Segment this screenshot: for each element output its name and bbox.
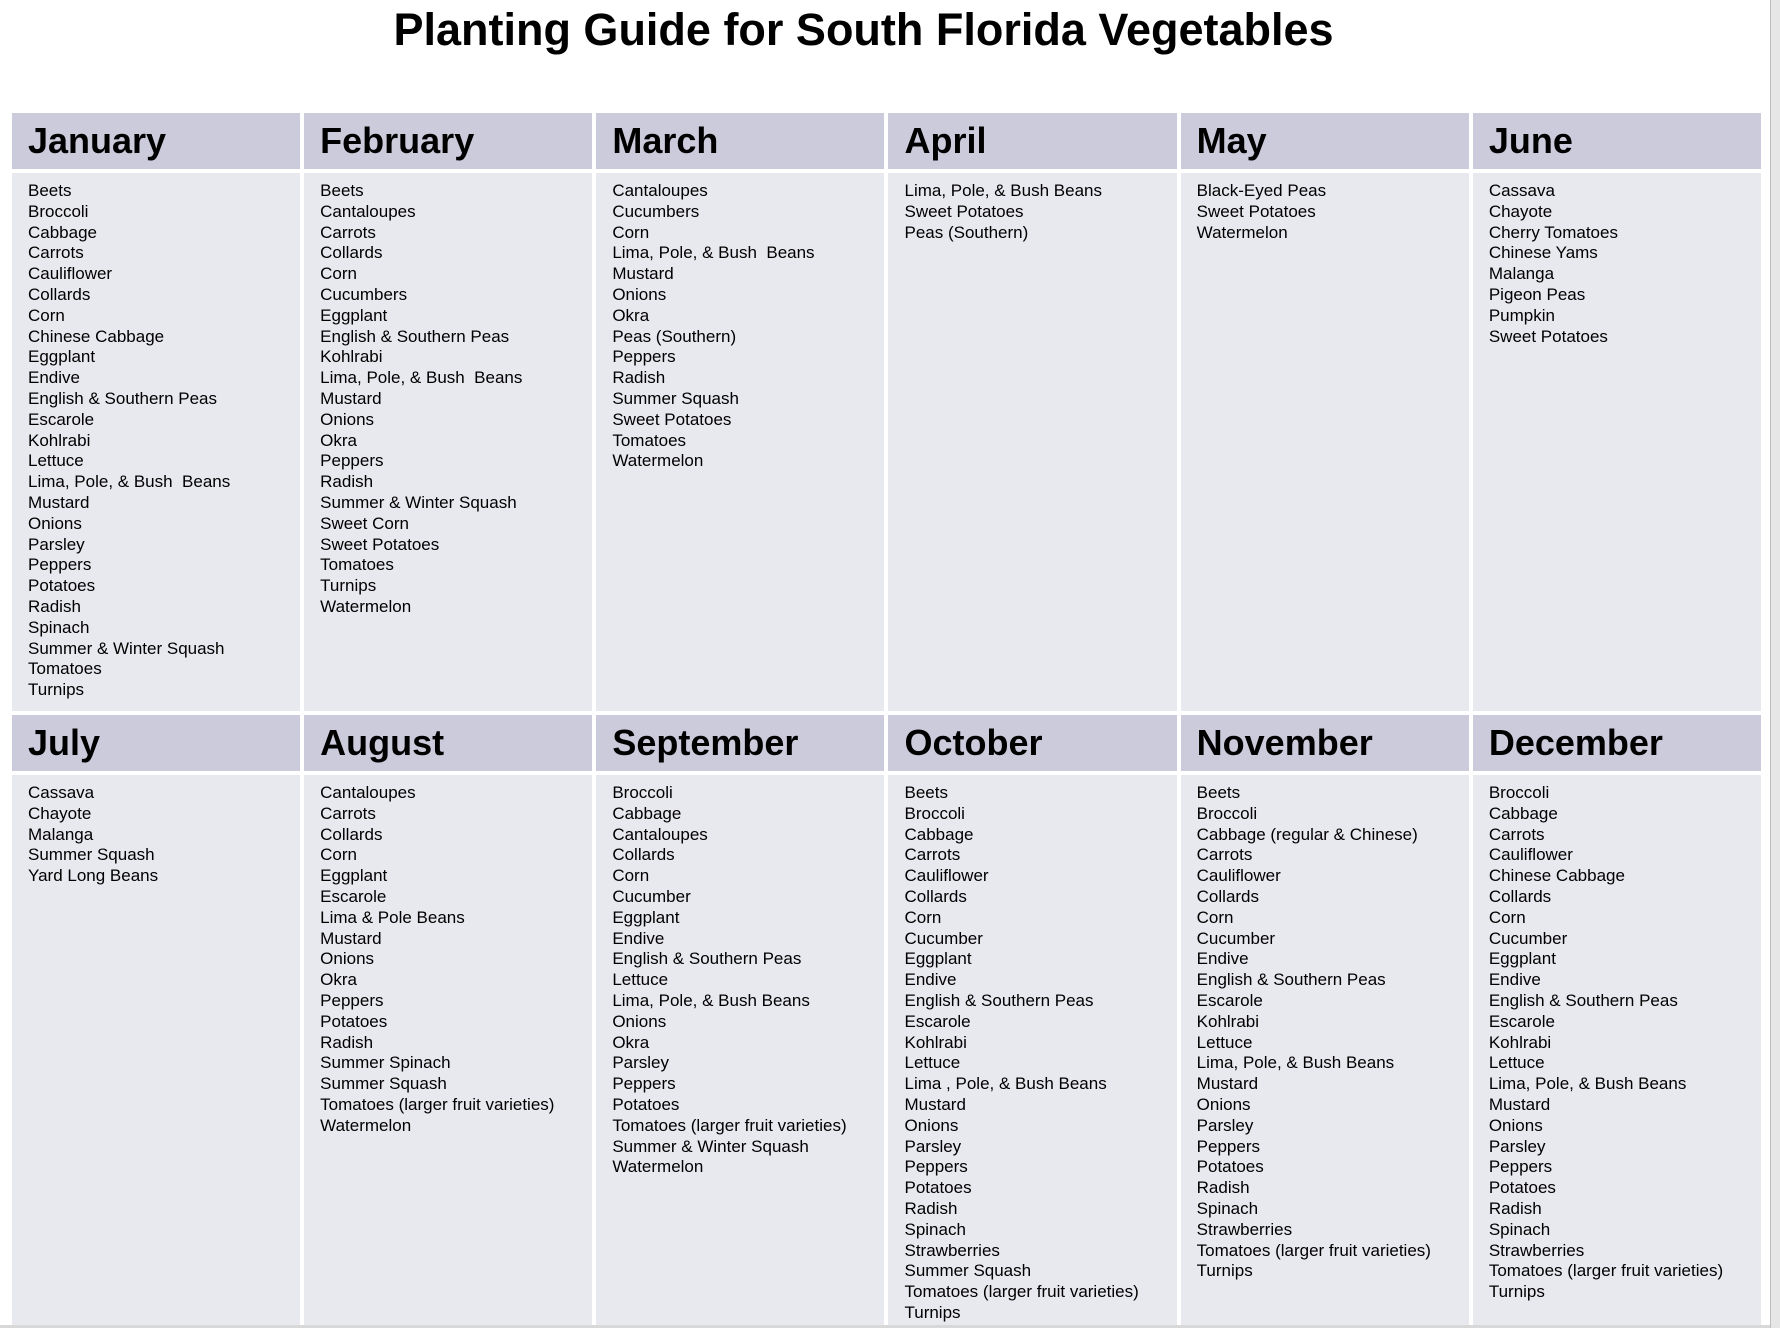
vegetable-item: Cabbage (regular & Chinese) bbox=[1196, 824, 1418, 844]
vegetable-item: Potatoes bbox=[28, 576, 96, 596]
vegetable-item: Endive bbox=[1196, 949, 1249, 969]
vegetable-item: Onions bbox=[28, 513, 82, 533]
vegetable-item: Turnips bbox=[1488, 1282, 1545, 1302]
vegetable-item: Tomatoes (larger fruit varieties) bbox=[1488, 1261, 1724, 1281]
vegetable-item: Escarole bbox=[28, 409, 95, 429]
vegetable-item: Okra bbox=[612, 305, 650, 325]
vegetable-item: Cabbage bbox=[28, 222, 98, 242]
vegetable-item: Cantaloupes bbox=[320, 201, 416, 221]
vegetable-list-november bbox=[1197, 783, 1469, 1282]
vegetable-item: Strawberries bbox=[904, 1240, 1000, 1260]
vegetable-item: Parsley bbox=[612, 1053, 670, 1073]
month-cell-january bbox=[12, 113, 300, 711]
vegetable-item: Summer Spinach bbox=[320, 1053, 451, 1073]
vegetable-item: Okra bbox=[612, 1032, 650, 1052]
month-vegetable-panel bbox=[12, 173, 300, 711]
vegetable-item: Eggplant bbox=[1488, 949, 1556, 969]
vegetable-item: English & Southern Peas bbox=[904, 990, 1094, 1010]
vegetable-item: Peas (Southern) bbox=[612, 326, 737, 346]
vegetable-item: Turnips bbox=[320, 576, 377, 596]
vegetable-item: Collards bbox=[28, 284, 91, 304]
vegetable-item: Cauliflower bbox=[1488, 845, 1573, 865]
vegetable-item: Pigeon Peas bbox=[1488, 284, 1586, 304]
month-vegetable-panel bbox=[1181, 173, 1469, 711]
vegetable-item: Lima, Pole, & Bush Beans bbox=[1488, 1074, 1687, 1094]
month-cell-july bbox=[12, 715, 300, 1328]
vegetable-item: Eggplant bbox=[320, 866, 388, 886]
vegetable-item: Summer Squash bbox=[904, 1261, 1032, 1281]
vegetable-item: Beets bbox=[904, 783, 948, 802]
vegetable-item: Escarole bbox=[904, 1011, 971, 1031]
vegetable-item: Mustard bbox=[28, 492, 90, 512]
vegetable-item: Cucumbers bbox=[612, 201, 700, 221]
vegetable-item: Lima, Pole, & Bush Beans bbox=[612, 990, 810, 1010]
vegetable-item: Mustard bbox=[1196, 1074, 1259, 1094]
vegetable-item: Potatoes bbox=[612, 1094, 680, 1114]
vegetable-item: Cabbage bbox=[1488, 803, 1558, 823]
vegetable-item: English & Southern Peas bbox=[612, 949, 802, 969]
vegetable-item: Potatoes bbox=[1196, 1157, 1264, 1177]
month-header-march: March bbox=[596, 113, 884, 169]
vegetable-list-january bbox=[28, 181, 300, 701]
month-header-july: July bbox=[12, 715, 300, 771]
month-cell-march bbox=[596, 113, 884, 711]
vegetable-item: Watermelon bbox=[320, 596, 412, 616]
vegetable-item: Eggplant bbox=[612, 907, 680, 927]
vegetable-item: Lima, Pole, & Bush Beans bbox=[1196, 1053, 1395, 1073]
vegetable-item: Watermelon bbox=[612, 451, 704, 471]
vegetable-item: Sweet Corn bbox=[320, 513, 409, 533]
vegetable-item: Broccoli bbox=[28, 201, 89, 221]
month-cell-september bbox=[596, 715, 884, 1328]
vegetable-item: Escarole bbox=[320, 886, 387, 906]
month-header-november: November bbox=[1181, 715, 1469, 771]
vegetable-item: Cassava bbox=[1488, 181, 1555, 200]
month-cell-october bbox=[888, 715, 1176, 1328]
vegetable-item: Kohlrabi bbox=[1196, 1011, 1260, 1031]
vegetable-item: Peppers bbox=[612, 1074, 676, 1094]
month-cell-august bbox=[304, 715, 592, 1328]
vegetable-item: Parsley bbox=[1196, 1115, 1254, 1135]
vegetable-list-august bbox=[320, 783, 592, 1137]
month-cell-june bbox=[1473, 113, 1761, 711]
vegetable-item: Okra bbox=[320, 970, 357, 990]
vegetable-item: Eggplant bbox=[28, 347, 96, 367]
vegetable-item: Escarole bbox=[1488, 1011, 1555, 1031]
vegetable-item: Onions bbox=[320, 409, 375, 429]
vegetable-item: Cucumber bbox=[1196, 928, 1276, 948]
vegetable-item: Sweet Potatoes bbox=[1488, 326, 1608, 346]
vegetable-item: Peppers bbox=[320, 451, 384, 471]
vegetable-item: Onions bbox=[612, 284, 667, 304]
planting-calendar bbox=[12, 113, 1761, 1328]
vegetable-item: English & Southern Peas bbox=[1488, 990, 1678, 1010]
vegetable-item: Sweet Potatoes bbox=[320, 534, 440, 554]
vegetable-item: Chayote bbox=[28, 803, 92, 823]
vegetable-item: Chinese Yams bbox=[1488, 243, 1598, 263]
vegetable-item: Pumpkin bbox=[1488, 305, 1555, 325]
month-header-october: October bbox=[888, 715, 1176, 771]
vegetable-item: Strawberries bbox=[1488, 1240, 1585, 1260]
vegetable-item: Lima , Pole, & Bush Beans bbox=[904, 1074, 1107, 1094]
vegetable-item: Corn bbox=[320, 264, 358, 284]
vegetable-item: Lima, Pole, & Bush Beans bbox=[904, 181, 1102, 200]
vegetable-item: Potatoes bbox=[904, 1178, 972, 1198]
vegetable-item: Corn bbox=[904, 907, 942, 927]
vegetable-item: Lima, Pole, & Bush Beans bbox=[28, 472, 231, 492]
vegetable-item: Watermelon bbox=[1196, 222, 1288, 242]
vegetable-item: Beets bbox=[320, 181, 364, 200]
month-vegetable-panel bbox=[596, 173, 884, 711]
vegetable-item: Broccoli bbox=[1488, 783, 1550, 802]
vegetable-item: Chinese Cabbage bbox=[28, 326, 165, 346]
vegetable-item: Carrots bbox=[1488, 824, 1545, 844]
month-header-september: September bbox=[596, 715, 884, 771]
vegetable-item: Watermelon bbox=[320, 1115, 412, 1135]
vegetable-item: Collards bbox=[1196, 886, 1260, 906]
month-vegetable-panel bbox=[1473, 775, 1761, 1328]
month-cell-november bbox=[1181, 715, 1469, 1328]
vegetable-list-february bbox=[320, 181, 592, 618]
vegetable-item: Parsley bbox=[1488, 1136, 1546, 1156]
vegetable-list-october bbox=[904, 783, 1176, 1324]
vegetable-item: Carrots bbox=[320, 222, 376, 242]
vegetable-item: Mustard bbox=[1488, 1094, 1551, 1114]
vegetable-item: Sweet Potatoes bbox=[1196, 201, 1316, 221]
vegetable-item: Summer & Winter Squash bbox=[320, 492, 517, 512]
vegetable-item: Chinese Cabbage bbox=[1488, 866, 1625, 886]
vegetable-item: Corn bbox=[612, 866, 650, 886]
vegetable-item: Carrots bbox=[1196, 845, 1253, 865]
vegetable-item: Kohlrabi bbox=[320, 347, 383, 367]
vegetable-item: Sweet Potatoes bbox=[904, 201, 1024, 221]
vegetable-item: Corn bbox=[28, 305, 65, 325]
month-header-january: January bbox=[12, 113, 300, 169]
vegetable-item: Lettuce bbox=[1488, 1053, 1545, 1073]
vegetable-item: Cauliflower bbox=[1196, 866, 1281, 886]
vegetable-item: Radish bbox=[320, 472, 374, 492]
vegetable-item: Mustard bbox=[904, 1094, 966, 1114]
vegetable-item: Parsley bbox=[28, 534, 85, 554]
vegetable-item: Spinach bbox=[1196, 1198, 1259, 1218]
month-vegetable-panel bbox=[304, 173, 592, 711]
vegetable-item: Turnips bbox=[1196, 1261, 1253, 1281]
vegetable-item: Lettuce bbox=[1196, 1032, 1253, 1052]
vegetable-item: Peppers bbox=[1196, 1136, 1260, 1156]
vegetable-item: Broccoli bbox=[612, 783, 673, 802]
vegetable-item: Kohlrabi bbox=[904, 1032, 967, 1052]
vegetable-item: Malanga bbox=[28, 824, 94, 844]
vegetable-item: Watermelon bbox=[612, 1157, 704, 1177]
vegetable-item: Carrots bbox=[320, 803, 376, 823]
vegetable-item: Tomatoes bbox=[28, 659, 102, 679]
vegetable-item: Lettuce bbox=[28, 451, 84, 471]
vegetable-item: Lima & Pole Beans bbox=[320, 907, 465, 927]
vegetable-item: Chayote bbox=[1488, 201, 1553, 221]
vegetable-item: Cauliflower bbox=[904, 866, 989, 886]
month-vegetable-panel bbox=[12, 775, 300, 1328]
vegetable-item: Potatoes bbox=[1488, 1178, 1556, 1198]
vegetable-item: Summer & Winter Squash bbox=[28, 638, 225, 658]
vegetable-item: Potatoes bbox=[320, 1011, 388, 1031]
vegetable-item: Cucumber bbox=[612, 886, 691, 906]
vegetable-list-june bbox=[1489, 181, 1761, 347]
vegetable-item: Corn bbox=[612, 222, 650, 242]
vegetable-item: Cucumber bbox=[1488, 928, 1568, 948]
vegetable-item: Escarole bbox=[1196, 990, 1263, 1010]
month-vegetable-panel bbox=[888, 775, 1176, 1328]
vegetable-item: Spinach bbox=[28, 617, 90, 637]
vegetable-item: Spinach bbox=[1488, 1219, 1551, 1239]
window-right-edge bbox=[1770, 0, 1780, 1328]
vegetable-item: Peppers bbox=[1488, 1157, 1553, 1177]
vegetable-item: Summer Squash bbox=[28, 845, 155, 865]
vegetable-item: Collards bbox=[612, 845, 675, 865]
vegetable-item: Corn bbox=[1488, 907, 1526, 927]
vegetable-item: Turnips bbox=[904, 1302, 961, 1322]
month-cell-may bbox=[1181, 113, 1469, 711]
vegetable-item: Turnips bbox=[28, 680, 85, 700]
vegetable-item: Peppers bbox=[904, 1157, 968, 1177]
vegetable-item: Yard Long Beans bbox=[28, 866, 159, 886]
vegetable-item: Peppers bbox=[28, 555, 92, 575]
vegetable-item: Onions bbox=[904, 1115, 959, 1135]
month-cell-february bbox=[304, 113, 592, 711]
vegetable-item: Cucumber bbox=[904, 928, 983, 948]
vegetable-item: Peas (Southern) bbox=[904, 222, 1029, 242]
month-vegetable-panel bbox=[304, 775, 592, 1328]
vegetable-item: Eggplant bbox=[320, 305, 388, 325]
vegetable-item: Lettuce bbox=[612, 970, 669, 990]
vegetable-item: Radish bbox=[320, 1032, 374, 1052]
vegetable-item: Radish bbox=[904, 1198, 958, 1218]
vegetable-item: Mustard bbox=[320, 928, 382, 948]
month-vegetable-panel bbox=[1473, 173, 1761, 711]
vegetable-item: Kohlrabi bbox=[28, 430, 91, 450]
vegetable-item: Cantaloupes bbox=[612, 824, 708, 844]
vegetable-item: Endive bbox=[28, 368, 80, 388]
vegetable-item: Summer Squash bbox=[320, 1074, 447, 1094]
vegetable-item: Collards bbox=[320, 824, 383, 844]
vegetable-item: Collards bbox=[904, 886, 967, 906]
vegetable-item: Mustard bbox=[612, 264, 674, 284]
vegetable-item: Radish bbox=[1196, 1178, 1250, 1198]
vegetable-item: Tomatoes (larger fruit varieties) bbox=[904, 1282, 1139, 1302]
vegetable-item: Cabbage bbox=[904, 824, 974, 844]
vegetable-item: Cantaloupes bbox=[612, 181, 708, 200]
vegetable-item: Summer Squash bbox=[612, 388, 739, 408]
vegetable-item: English & Southern Peas bbox=[28, 388, 218, 408]
vegetable-item: Corn bbox=[1196, 907, 1234, 927]
month-vegetable-panel bbox=[596, 775, 884, 1328]
vegetable-item: English & Southern Peas bbox=[1196, 970, 1386, 990]
vegetable-item: Onions bbox=[1488, 1115, 1543, 1135]
vegetable-item: Broccoli bbox=[904, 803, 965, 823]
vegetable-item: Okra bbox=[320, 430, 357, 450]
vegetable-item: Strawberries bbox=[1196, 1219, 1293, 1239]
vegetable-item: Broccoli bbox=[1196, 803, 1258, 823]
vegetable-item: Eggplant bbox=[904, 949, 972, 969]
vegetable-list-july bbox=[28, 783, 300, 887]
vegetable-item: Endive bbox=[612, 928, 665, 948]
month-cell-april bbox=[888, 113, 1176, 711]
vegetable-item: Carrots bbox=[904, 845, 961, 865]
vegetable-list-december bbox=[1489, 783, 1761, 1303]
vegetable-item: Beets bbox=[28, 181, 72, 200]
vegetable-item: Radish bbox=[28, 596, 81, 616]
month-header-april: April bbox=[888, 113, 1176, 169]
vegetable-item: Tomatoes (larger fruit varieties) bbox=[320, 1094, 555, 1114]
vegetable-item: Carrots bbox=[28, 243, 84, 263]
vegetable-item: Summer & Winter Squash bbox=[612, 1136, 809, 1156]
vegetable-item: Black-Eyed Peas bbox=[1196, 181, 1327, 200]
month-header-december: December bbox=[1473, 715, 1761, 771]
page-title: Planting Guide for South Florida Vegetables bbox=[393, 4, 1334, 55]
vegetable-item: Tomatoes (larger fruit varieties) bbox=[1196, 1240, 1431, 1260]
vegetable-item: Malanga bbox=[1488, 264, 1555, 284]
vegetable-item: Onions bbox=[612, 1011, 667, 1031]
vegetable-item: Cauliflower bbox=[28, 264, 113, 284]
vegetable-item: Cabbage bbox=[612, 803, 682, 823]
month-header-february: February bbox=[304, 113, 592, 169]
vegetable-item: Endive bbox=[904, 970, 957, 990]
vegetable-item: Radish bbox=[612, 368, 666, 388]
vegetable-item: Kohlrabi bbox=[1488, 1032, 1552, 1052]
vegetable-item: Mustard bbox=[320, 388, 382, 408]
vegetable-list-september bbox=[612, 783, 884, 1178]
vegetable-item: Peppers bbox=[320, 990, 384, 1010]
vegetable-item: Lima, Pole, & Bush Beans bbox=[320, 368, 523, 388]
vegetable-item: Peppers bbox=[612, 347, 676, 367]
month-vegetable-panel bbox=[1181, 775, 1469, 1328]
vegetable-list-may bbox=[1197, 181, 1469, 243]
vegetable-item: Cucumbers bbox=[320, 284, 408, 304]
month-vegetable-panel bbox=[888, 173, 1176, 711]
vegetable-item: Sweet Potatoes bbox=[612, 409, 732, 429]
vegetable-list-march bbox=[612, 181, 884, 472]
vegetable-item: English & Southern Peas bbox=[320, 326, 510, 346]
month-header-may: May bbox=[1181, 113, 1469, 169]
vegetable-item: Collards bbox=[320, 243, 383, 263]
vegetable-item: Collards bbox=[1488, 886, 1552, 906]
vegetable-item: Corn bbox=[320, 845, 358, 865]
vegetable-item: Lima, Pole, & Bush Beans bbox=[612, 243, 815, 263]
vegetable-item: Cherry Tomatoes bbox=[1488, 222, 1618, 242]
vegetable-item: Tomatoes (larger fruit varieties) bbox=[612, 1115, 847, 1135]
vegetable-item: Onions bbox=[1196, 1094, 1251, 1114]
vegetable-item: Spinach bbox=[904, 1219, 966, 1239]
vegetable-list-april bbox=[904, 181, 1176, 243]
month-header-august: August bbox=[304, 715, 592, 771]
vegetable-item: Cantaloupes bbox=[320, 783, 416, 802]
vegetable-item: Tomatoes bbox=[320, 555, 394, 575]
vegetable-item: Cassava bbox=[28, 783, 95, 802]
vegetable-item: Endive bbox=[1488, 970, 1541, 990]
vegetable-item: Tomatoes bbox=[612, 430, 687, 450]
vegetable-item: Lettuce bbox=[904, 1053, 961, 1073]
vegetable-item: Onions bbox=[320, 949, 375, 969]
vegetable-item: Radish bbox=[1488, 1198, 1542, 1218]
vegetable-item: Beets bbox=[1196, 783, 1241, 802]
vegetable-item: Parsley bbox=[904, 1136, 962, 1156]
month-header-june: June bbox=[1473, 113, 1761, 169]
month-cell-december bbox=[1473, 715, 1761, 1328]
